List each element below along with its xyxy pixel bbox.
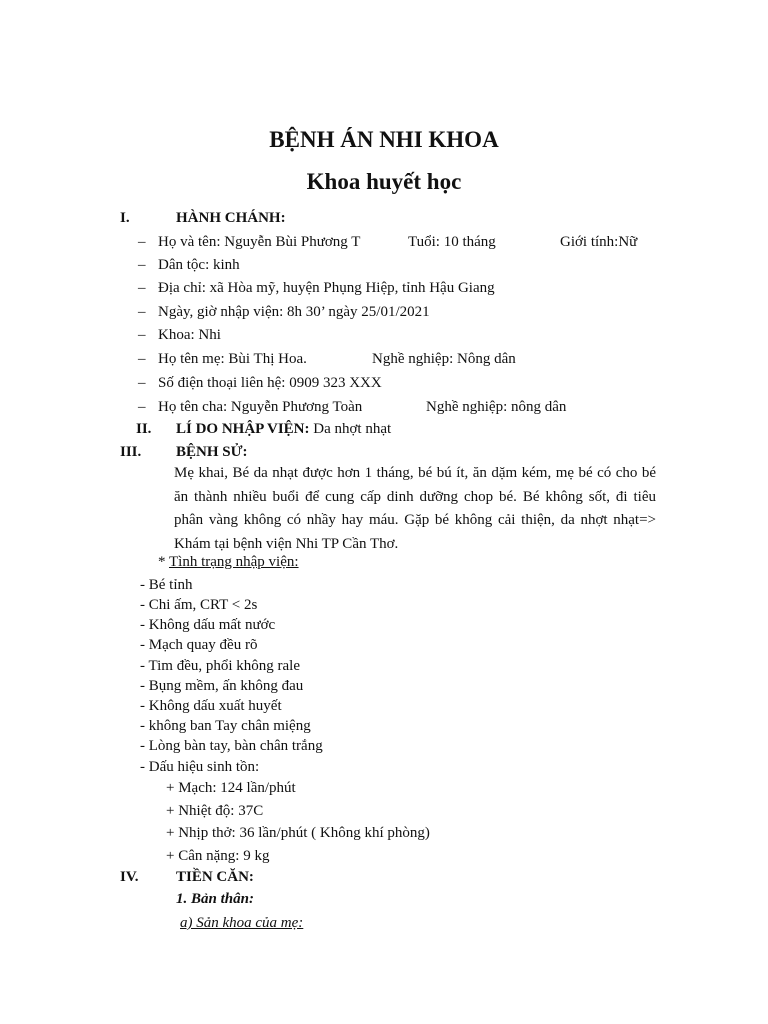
section-4-number: IV.	[120, 869, 139, 885]
department: Khoa: Nhi	[158, 327, 221, 343]
admission-status-heading	[158, 552, 299, 572]
history-paragraph: Mẹ khai, Bé da nhạt được hơn 1 tháng, bé bú ít, ăn dặm kém, mẹ bé có cho bé ăn thành nhiều buổi để cung cấp dinh dưỡng chop bé. Bé không sốt, đi tiêu phân vàng không có nhầy hay máu. Gặp bé không cải thiện, da nhợt nhạt=> Khám tại bệnh viện Nhi TP Cần Thơ.	[174, 465, 656, 552]
admission-time: Ngày, giờ nhập viện: 8h 30’ ngày 25/01/2021	[158, 304, 430, 320]
father-job: Nghề nghiệp: nông dân	[426, 399, 567, 415]
status-item: - Bé tỉnh	[140, 577, 193, 593]
status-item: - Không dấu mất nước	[140, 617, 276, 633]
document-subtitle: Khoa huyết học	[306, 169, 462, 194]
mother-name: Họ tên mẹ: Bùi Thị Hoa.	[158, 351, 307, 367]
status-item: - Chi ấm, CRT < 2s	[140, 597, 258, 613]
section-1-number: I.	[120, 210, 130, 226]
mother-job: Nghề nghiệp: Nông dân	[372, 351, 516, 367]
patient-gender: Giới tính:Nữ	[560, 234, 638, 250]
status-item: - Tim đều, phổi không rale	[140, 658, 300, 674]
section-2-line	[176, 419, 391, 439]
bullet-dash: –	[138, 234, 146, 250]
status-item: - Không dấu xuất huyết	[140, 698, 282, 714]
status-item: - Lòng bàn tay, bàn chân trắng	[140, 738, 323, 754]
bullet-dash: –	[138, 257, 146, 273]
star-marker: *	[158, 554, 166, 570]
contact-phone: Số điện thoại liên hệ: 0909 323 XXX	[158, 375, 382, 391]
bullet-dash: –	[138, 375, 146, 391]
patient-age: Tuổi: 10 tháng	[408, 234, 496, 250]
status-item: - Mạch quay đều rõ	[140, 637, 258, 653]
admission-reason: Da nhợt nhạt	[313, 421, 392, 437]
section-2-title: LÍ DO NHẬP VIỆN:	[176, 421, 310, 437]
bullet-dash: –	[138, 351, 146, 367]
section-3-title: BỆNH SỬ:	[176, 444, 248, 460]
section-3-number: III.	[120, 444, 142, 460]
status-item: - không ban Tay chân miệng	[140, 718, 311, 734]
document-title: BỆNH ÁN NHI KHOA	[269, 127, 499, 152]
patient-ethnicity: Dân tộc: kinh	[158, 257, 240, 273]
subsection-maternal-obstetric: a) Sản khoa của mẹ:	[180, 915, 304, 931]
bullet-dash: –	[138, 280, 146, 296]
admission-status-title: Tình trạng nhập viện:	[168, 554, 299, 570]
bullet-dash: –	[138, 304, 146, 320]
vital-item: + Cân nặng: 9 kg	[166, 848, 270, 864]
section-1-title: HÀNH CHÁNH:	[176, 210, 286, 226]
bullet-dash: –	[138, 327, 146, 343]
father-name: Họ tên cha: Nguyễn Phương Toàn	[158, 399, 363, 415]
status-item: - Bụng mềm, ấn không đau	[140, 678, 304, 694]
patient-name: Họ và tên: Nguyễn Bùi Phương T	[158, 234, 361, 250]
bullet-dash: –	[138, 399, 146, 415]
section-2-number: II.	[136, 421, 152, 437]
section-4-title: TIỀN CĂN:	[176, 869, 254, 885]
patient-address: Địa chỉ: xã Hòa mỹ, huyện Phụng Hiệp, tỉnh Hậu Giang	[158, 280, 495, 296]
subsection-self: 1. Bản thân:	[176, 891, 254, 907]
vital-item: + Nhiệt độ: 37C	[166, 803, 264, 819]
vital-item: + Mạch: 124 lần/phút	[166, 780, 296, 796]
status-item: - Dấu hiệu sinh tồn:	[140, 759, 260, 775]
vital-item: + Nhịp thở: 36 lần/phút ( Không khí phòng)	[166, 825, 430, 841]
